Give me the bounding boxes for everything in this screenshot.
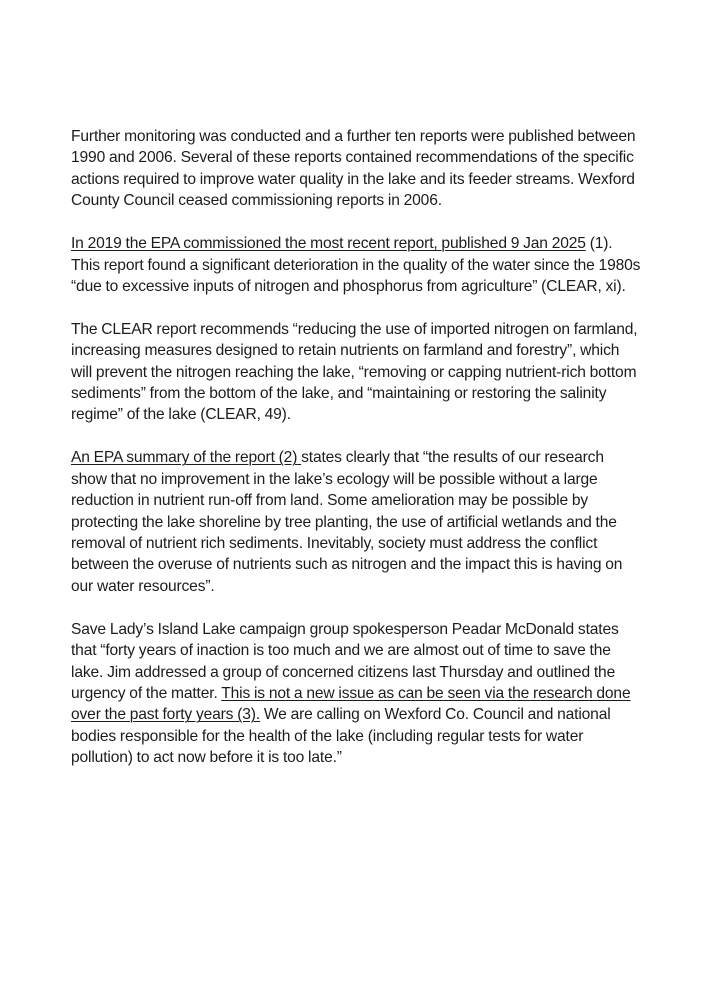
- paragraph-text: states clearly that “the results of our research show that no improvement in the lake’s ecology will be possible without a large reduction in nutrient run-off from land. Some amelioration may be possible by protecting the lake shoreline by tree planting, the use of artificial wetlands and the removal of nutrient rich sediments. Inevitably, society must address the conflict between the overuse of nutrients such as nitrogen and the impact this is having on our water resources”.: [71, 449, 623, 595]
- document-page: [71, 126, 641, 790]
- paragraph-text: Further monitoring was conducted and a further ten reports were published between 1990 and 2006. Several of these reports contained recommendations of the specific actions required to improve water quality in the lake and its feeder streams. Wexford County Council ceased commissioning reports in 2006.: [71, 128, 636, 210]
- research-history-link[interactable]: This is not a new issue as can be seen via the research done over the past forty years (3).: [71, 684, 631, 724]
- paragraph-text: Save Lady’s Island Lake campaign group spokesperson Peadar McDonald states that “forty years of inaction is too much and we are almost out of time to save the lake. Jim addressed a group of concerned citizens last Thursday and outlined the urgency of the matter.: [71, 620, 619, 702]
- paragraph-text: (1). This report found a significant deterioration in the quality of the water since the 1980s “due to excessive inputs of nitrogen and phosphorus from agriculture” (CLEAR, xi).: [71, 235, 641, 295]
- paragraph-epa-summary: [71, 447, 641, 597]
- paragraph-epa-report: [71, 233, 641, 297]
- paragraph-monitoring-history: [71, 126, 641, 212]
- epa-report-link[interactable]: In 2019 the EPA commissioned the most recent report, published 9 Jan 2025: [71, 235, 586, 253]
- paragraph-clear-recommendations: [71, 319, 641, 426]
- paragraph-text: The CLEAR report recommends “reducing the use of imported nitrogen on farmland, increasing measures designed to retain nutrients on farmland and forestry”, which will prevent the nitrogen reaching the lake, “removing or capping nutrient-rich bottom sediments” from the bottom of the lake, and “maintaining or restoring the salinity regime” of the lake (CLEAR, 49).: [71, 320, 638, 424]
- paragraph-campaign-statement: [71, 619, 641, 769]
- epa-summary-link[interactable]: An EPA summary of the report (2): [71, 449, 302, 467]
- paragraph-text: We are calling on Wexford Co. Council and national bodies responsible for the health of the lake (including regular tests for water pollution) to act now before it is too late.”: [71, 706, 611, 767]
